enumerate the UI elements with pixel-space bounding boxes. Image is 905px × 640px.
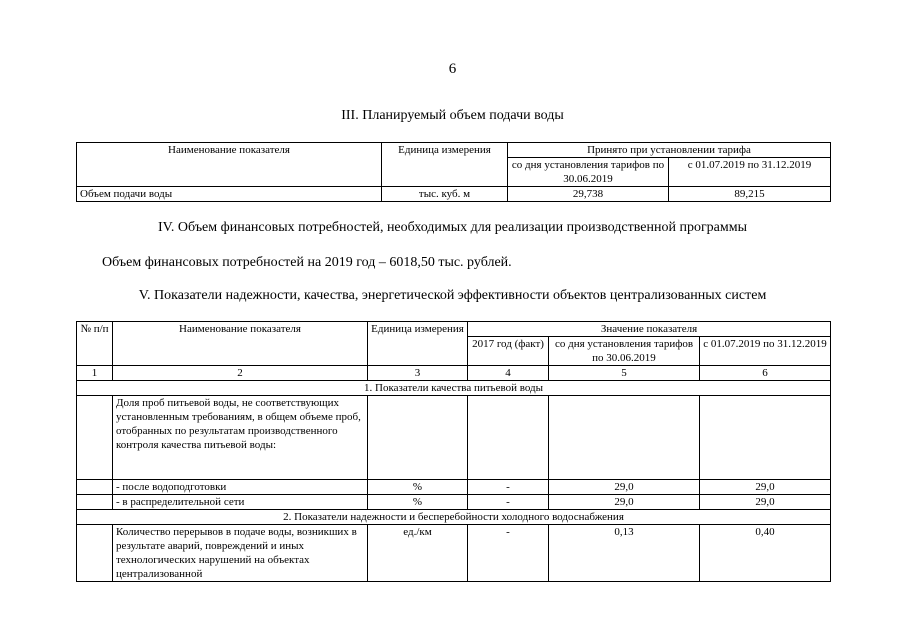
header-name: Наименование показателя: [77, 143, 382, 187]
row-2017: -: [468, 480, 549, 495]
empty-cell: [77, 396, 113, 480]
g1-description: Доля проб питьевой воды, не соответствующих установленным требованиям, в общем объеме проб, отобранных по результатам производственного контроля качества питьевой воды:: [113, 396, 368, 480]
col-num: 6: [700, 366, 831, 381]
header-accepted: Принято при установлении тарифа: [508, 143, 831, 158]
page-number: 6: [448, 61, 457, 77]
row-2017: -: [468, 495, 549, 510]
header-period2: с 01.07.2019 по 31.12.2019: [669, 158, 831, 187]
header-no: № п/п: [77, 322, 113, 366]
empty-cell: [77, 525, 113, 582]
group2-heading: 2. Показатели надежности и бесперебойности холодного водоснабжения: [77, 510, 831, 525]
col-num: 4: [468, 366, 549, 381]
row-unit: %: [368, 495, 468, 510]
empty-cell: [700, 396, 831, 480]
row-name: Количество перерывов в подаче воды, возникших в результате аварий, повреждений и иных технологических нарушений на объектах централизованной: [113, 525, 368, 582]
table-row: [77, 495, 831, 510]
header-2017: 2017 год (факт): [468, 337, 549, 366]
col-num: 5: [549, 366, 700, 381]
indicators-table: [76, 321, 831, 582]
empty-cell: [368, 396, 468, 480]
col-num: 2: [113, 366, 368, 381]
section5-heading: V. Показатели надежности, качества, энергетической эффективности объектов централизованных систем: [138, 288, 767, 303]
empty-cell: [77, 480, 113, 495]
row-value1: 0,13: [549, 525, 700, 582]
row-unit: ед./км: [368, 525, 468, 582]
header-value: Значение показателя: [468, 322, 831, 337]
empty-cell: [77, 495, 113, 510]
row-name: Объем подачи воды: [77, 187, 382, 202]
row-unit: %: [368, 480, 468, 495]
header-period1: со дня установления тарифов по 30.06.2019: [549, 337, 700, 366]
row-value1: 29,0: [549, 480, 700, 495]
row-value1: 29,0: [549, 495, 700, 510]
section4-heading: IV. Объем финансовых потребностей, необходимых для реализации производственной программы: [157, 220, 748, 235]
row-value2: 29,0: [700, 480, 831, 495]
header-period2: с 01.07.2019 по 31.12.2019: [700, 337, 831, 366]
header-unit: Единица измерения: [368, 322, 468, 366]
header-period1: со дня установления тарифов по 30.06.2019: [508, 158, 669, 187]
row-value2: 29,0: [700, 495, 831, 510]
row-value1: 29,738: [508, 187, 669, 202]
row-2017: -: [468, 525, 549, 582]
table-row: [77, 525, 831, 582]
col-num: 1: [77, 366, 113, 381]
row-name: - после водоподготовки: [113, 480, 368, 495]
group1-heading: 1. Показатели качества питьевой воды: [77, 381, 831, 396]
row-unit: тыс. куб. м: [382, 187, 508, 202]
header-name: Наименование показателя: [113, 322, 368, 366]
col-num: 3: [368, 366, 468, 381]
row-value2: 0,40: [700, 525, 831, 582]
column-numbers-row: [77, 366, 831, 381]
table-row: [77, 187, 831, 202]
row-value2: 89,215: [669, 187, 831, 202]
table-row: [77, 396, 831, 480]
financial-needs-text: Объем финансовых потребностей на 2019 год – 6018,50 тыс. рублей.: [102, 255, 512, 270]
table-row: [77, 480, 831, 495]
empty-cell: [549, 396, 700, 480]
header-unit: Единица измерения: [382, 143, 508, 187]
water-supply-table: [76, 142, 831, 202]
section3-heading: III. Планируемый объем подачи воды: [341, 108, 564, 123]
row-name: - в распределительной сети: [113, 495, 368, 510]
empty-cell: [468, 396, 549, 480]
